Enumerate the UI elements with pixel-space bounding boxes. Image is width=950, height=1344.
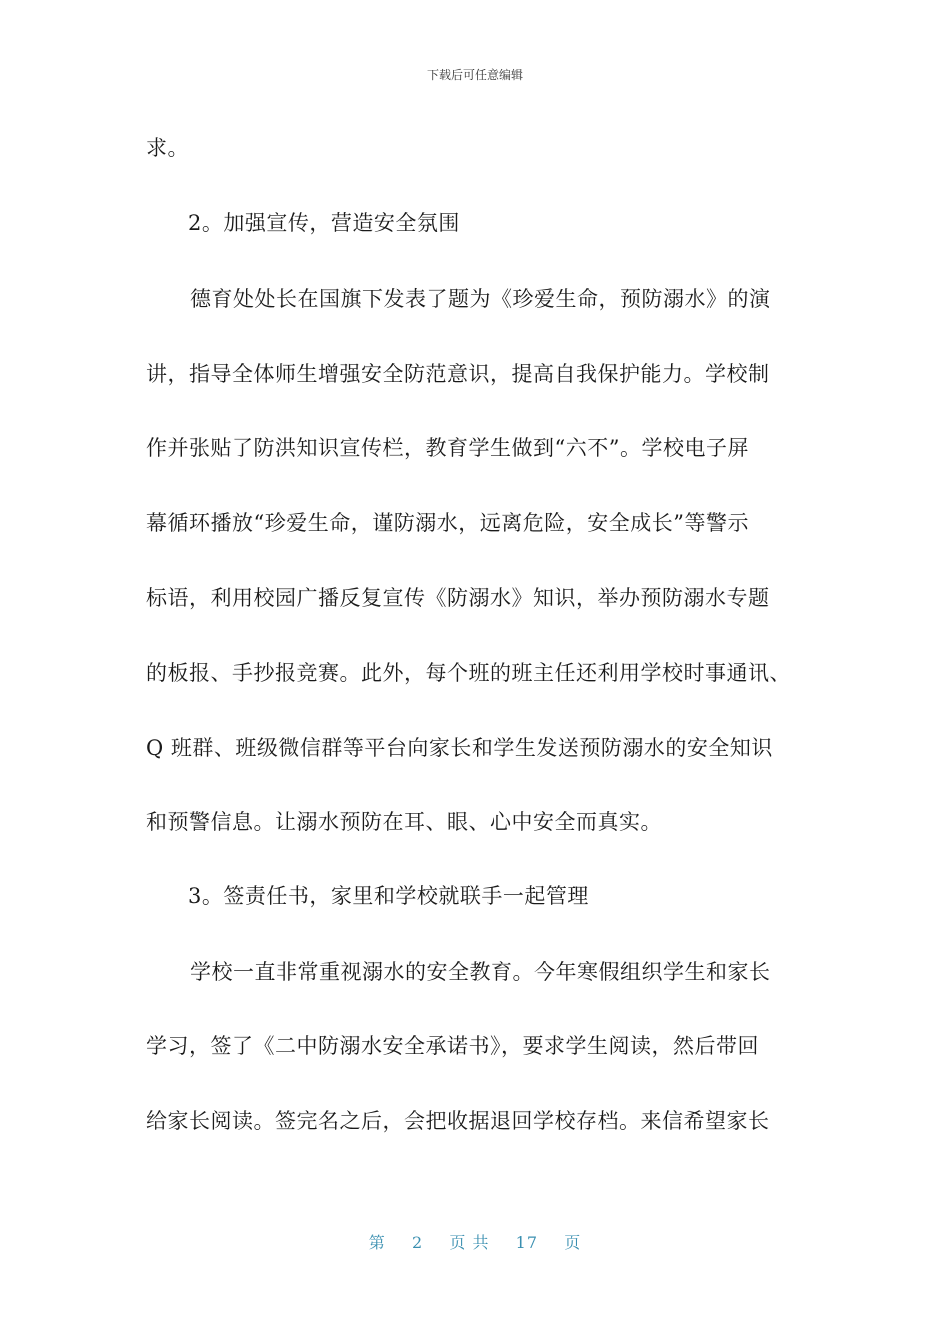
text-line: 求。 (146, 136, 189, 160)
text-line: Q 班群、班级微信群等平台向家长和学生发送预防溺水的安全知识 (146, 736, 773, 760)
text-line: 的板报、手抄报竞赛。此外，每个班的班主任还利用学校时事通讯、 (146, 661, 791, 685)
text-line: 德育处处长在国旗下发表了题为《珍爱生命，预防溺水》的演 (190, 287, 771, 311)
section-heading: 3。签责任书，家里和学校就联手一起管理 (188, 884, 589, 908)
footer-middle: 页 共 (449, 1233, 490, 1252)
text-line: 学习，签了《二中防溺水安全承诺书》，要求学生阅读，然后带回 (146, 1034, 759, 1058)
footer-total-pages: 17 (515, 1233, 538, 1252)
text-line: 和预警信息。让溺水预防在耳、眼、心中安全而真实。 (146, 810, 662, 834)
text-line: 标语，利用校园广播反复宣传《防溺水》知识，举办预防溺水专题 (146, 586, 770, 610)
footer-page-number: 2 (411, 1233, 424, 1252)
page-header: 下载后可任意编辑 (426, 68, 523, 82)
footer-suffix: 页 (564, 1233, 582, 1252)
text-line: 作并张贴了防洪知识宣传栏，教育学生做到“六不”。学校电子屏 (146, 436, 749, 460)
section-heading: 2。加强宣传，营造安全氛围 (188, 211, 460, 235)
text-line: 幕循环播放“珍爱生命，谨防溺水，远离危险，安全成长”等警示 (146, 511, 749, 535)
text-line: 学校一直非常重视溺水的安全教育。今年寒假组织学生和家长 (190, 960, 771, 984)
text-line: 讲，指导全体师生增强安全防范意识，提高自我保护能力。学校制 (146, 362, 770, 386)
footer-prefix: 第 (368, 1233, 386, 1252)
text-line: 给家长阅读。签完名之后，会把收据退回学校存档。来信希望家长 (146, 1109, 770, 1133)
page-footer (0, 1230, 950, 1253)
